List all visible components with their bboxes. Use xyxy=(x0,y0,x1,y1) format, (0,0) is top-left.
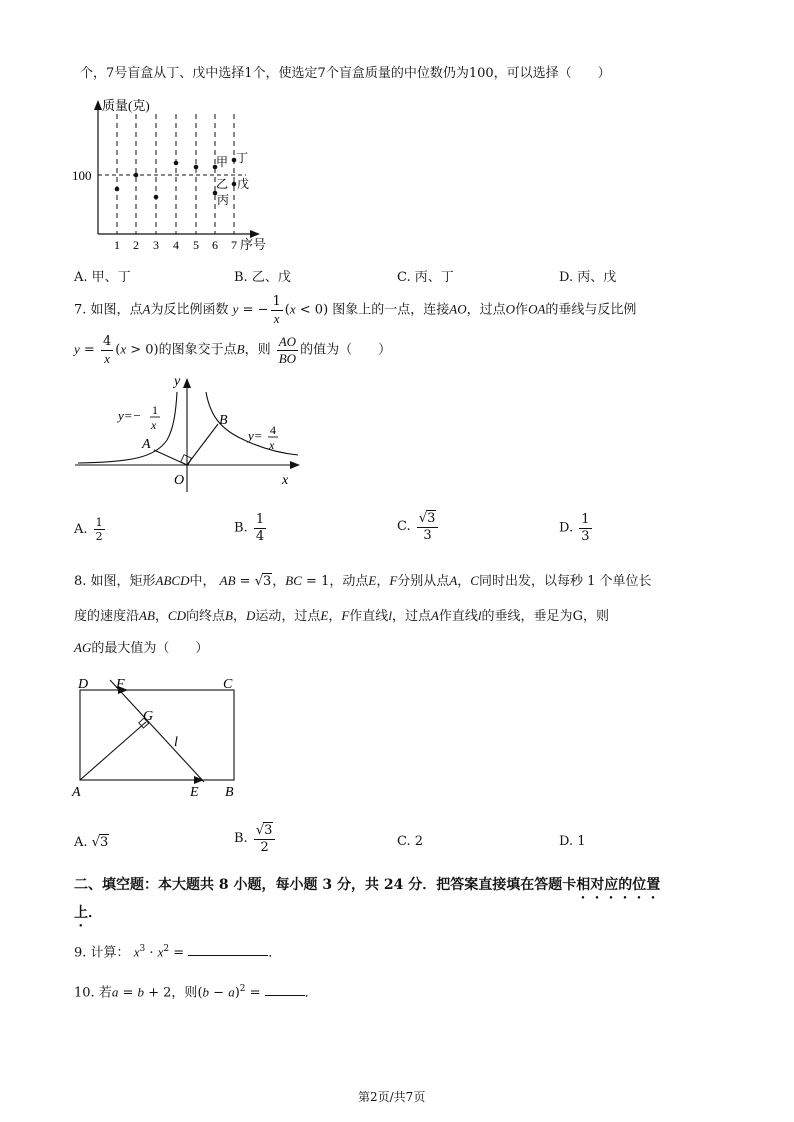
q6-label-wu: 戊 xyxy=(237,177,250,191)
q7-left-den: x xyxy=(151,418,157,432)
section2-title-cont: 上． xyxy=(74,905,102,921)
q9-answer-blank[interactable] xyxy=(188,955,268,956)
q8-line3: AG的最大值为（ ） xyxy=(74,640,209,656)
q7-line2: y = $\frac{4}{x}$ (x > 0)的图象交于点B，则 $\frac{AO}{BO}$ 的值为（ ） xyxy=(74,334,392,366)
q6-xtick: 1 xyxy=(114,238,120,252)
q8-label-a: A xyxy=(72,785,81,800)
q8-label-l: l xyxy=(174,735,178,750)
q6-xtick: 3 xyxy=(153,238,159,252)
q6-xtick: 7 xyxy=(231,238,237,252)
q8-option-d[interactable]: D. 1 xyxy=(559,834,586,849)
q8-label-f: F xyxy=(116,677,125,692)
q8-option-c[interactable]: C. 2 xyxy=(397,834,424,849)
q6-xtick: 6 xyxy=(212,238,218,252)
q7-origin: O xyxy=(174,473,185,488)
q8-rectangle xyxy=(80,690,234,780)
q6-option-b[interactable]: B. 乙、戊 xyxy=(234,270,291,285)
q8-label-g: G xyxy=(143,709,154,724)
q8-figure xyxy=(70,672,250,800)
q6-point xyxy=(115,187,120,192)
q7-point-b: B xyxy=(219,413,228,428)
q7-xlabel: x xyxy=(282,473,289,488)
q7-curve-left xyxy=(78,392,177,463)
q7-left-fn: y=− xyxy=(118,408,142,423)
q8-label-d: D xyxy=(78,677,89,692)
q7-option-c[interactable]: C. $\frac{√3}{3}$ xyxy=(397,510,440,543)
q6-point xyxy=(194,165,199,170)
q7-segment-ob xyxy=(187,424,218,465)
q8-line1: 8. 如图，矩形ABCD中， AB = √3，BC = 1，动点E，F分别从点A，C同时出发，以每秒 1 个单位长 xyxy=(74,573,652,589)
q7-right-num: 4 xyxy=(270,423,276,437)
q6-xlabel: 序号 xyxy=(240,237,267,252)
q7-right-angle xyxy=(181,455,192,466)
q6-point xyxy=(232,182,237,187)
q6-ref-label: 100 xyxy=(72,168,92,183)
q6-xtick: 5 xyxy=(193,238,199,252)
q7-left-num: 1 xyxy=(152,403,158,417)
page-footer: 第2页/共7页 xyxy=(358,1090,426,1104)
q10-answer-blank[interactable] xyxy=(265,995,305,996)
q6-point xyxy=(134,173,139,178)
q6-point xyxy=(174,161,179,166)
q7-point-a: A xyxy=(142,437,151,452)
q7-graph xyxy=(70,370,310,495)
q6-label-bing: 丙 xyxy=(217,193,230,207)
q7-option-a[interactable]: A. $\frac{1}{2}$ xyxy=(74,516,103,544)
q7-right-den: x xyxy=(269,438,275,452)
q6-option-d[interactable]: D. 丙、戊 xyxy=(559,270,617,285)
q6-label-jia: 甲 xyxy=(216,155,229,169)
q6-option-c[interactable]: C. 丙、丁 xyxy=(397,270,454,285)
q8-line-l xyxy=(110,680,204,782)
section2-title: 二、填空题：本大题共 8 小题，每小题 3 分，共 24 分．把答案直接填在答题卡相对应的位置 xyxy=(74,877,661,893)
q8-option-b[interactable]: B. $\frac{√3}{2}$ xyxy=(234,822,277,855)
q9: 9. 计算： $x^3 \cdot x^2$ = ． xyxy=(74,944,282,961)
q6-label-ding: 丁 xyxy=(236,151,249,165)
q8-label-e: E xyxy=(190,785,199,800)
q8-option-a[interactable]: A. √3 xyxy=(74,835,109,850)
q10: 10. 若a = b + 2，则$(b - a)^2$ = ． xyxy=(74,984,318,1001)
q6-xtick: 2 xyxy=(133,238,139,252)
q7-option-d[interactable]: D. $\frac{1}{3}$ xyxy=(559,512,590,544)
q7-option-b[interactable]: B. $\frac{1}{4}$ xyxy=(234,512,265,544)
q8-segment-ag xyxy=(80,722,146,780)
q8-label-b: B xyxy=(225,785,234,800)
q7-right-fn: y= xyxy=(248,428,263,443)
q7-ylabel: y xyxy=(174,374,181,389)
q6-ylabel: 质量(克) xyxy=(102,98,150,113)
q6-label-yi: 乙 xyxy=(216,177,229,191)
q8-label-c: C xyxy=(223,677,233,692)
q6-xtick: 4 xyxy=(173,238,179,252)
q6-intro: 个，7号盲盒从丁、戊中选择1个，使选定7个盲盒质量的中位数仍为100，可以选择（ ） xyxy=(80,66,611,81)
q6-option-a[interactable]: A. 甲、丁 xyxy=(74,270,131,285)
q6-chart xyxy=(68,92,288,257)
q7-line1: 7. 如图，点A为反比例函数 y = − $\frac{1}{x}$ (x < 0) 图象上的一点，连接AO，过点O作OA的垂线与反比例 xyxy=(74,294,637,326)
q8-line2: 度的速度沿AB，CD向终点B，D运动，过点E，F作直线l，过点A作直线l的垂线，垂足为G，则 xyxy=(74,608,609,624)
q6-point xyxy=(154,195,159,200)
